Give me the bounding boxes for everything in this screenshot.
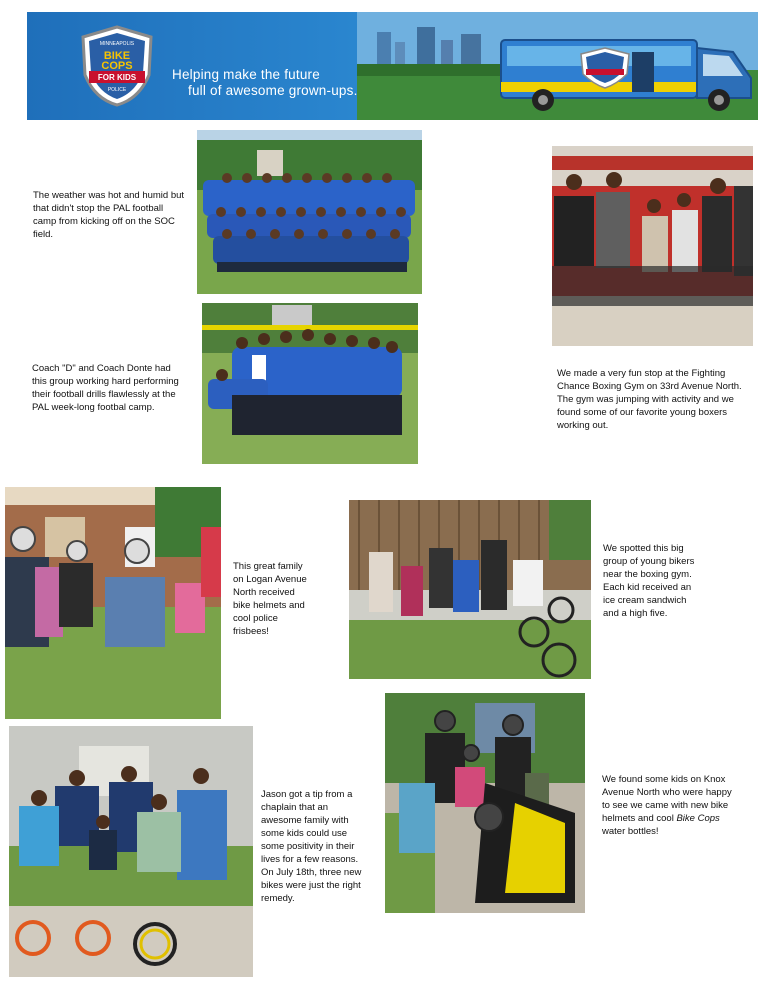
- caption-knox-text: We found some kids on Knox Avenue North who were happy to see we came with new bike helmets and cool: [602, 774, 732, 824]
- logo-top-text: MINNEAPOLIS: [99, 41, 135, 47]
- caption-football-camp: The weather was hot and humid but that didn't stop the PAL football camp from kicking off on the SOC field.: [33, 190, 185, 240]
- photo-football-camp-group: [197, 130, 422, 294]
- caption-knox-kids: [602, 773, 742, 838]
- logo-sub-text: FOR KIDS: [97, 73, 137, 82]
- bike-cops-truck-image: [497, 22, 757, 118]
- header-banner: [27, 12, 758, 120]
- photo-coaches-group: [202, 303, 418, 464]
- caption-logan-family: This great family on Logan Avenue North received bike helmets and cool police frisbees!: [233, 561, 307, 637]
- caption-boxing-gym: We made a very fun stop at the Fighting Chance Boxing Gym on 33rd Avenue North. The gym was jumping with activity and we found some of our favorite young boxers working out.: [557, 368, 742, 431]
- caption-knox-bike-cops: Bike Cops: [676, 813, 720, 824]
- logo-main-text-1: BIKE: [103, 50, 131, 62]
- photo-logan-family: [5, 487, 221, 719]
- caption-knox-end: water bottles!: [602, 826, 659, 837]
- logo-bottom-text: POLICE: [107, 87, 127, 93]
- tagline-line-2: full of awesome grown-ups.: [188, 83, 358, 98]
- photo-knox-kids: [385, 693, 585, 913]
- photo-jason-new-bikes: [9, 726, 253, 977]
- tagline-line-1: Helping make the future: [172, 67, 320, 82]
- bike-cops-for-kids-logo: [79, 25, 155, 107]
- caption-jason-bikes: Jason got a tip from a chaplain that an awesome family with some kids could use some positivity in their lives for a few reasons. On July 18th, three new bikes were just the right remedy.: [261, 789, 362, 904]
- photo-young-bikers: [349, 500, 591, 679]
- caption-young-bikers: We spotted this big group of young bikers near the boxing gym. Each kid received an ice cream sandwich and a high five.: [603, 543, 695, 619]
- banner-tagline: [172, 67, 358, 99]
- photo-boxing-gym: [552, 146, 753, 346]
- logo-main-text-2: COPS: [101, 60, 133, 72]
- caption-coaches: Coach "D" and Coach Donte had this group working hard performing their football drills flawlessly at the PAL week-long footbal camp.: [32, 363, 179, 413]
